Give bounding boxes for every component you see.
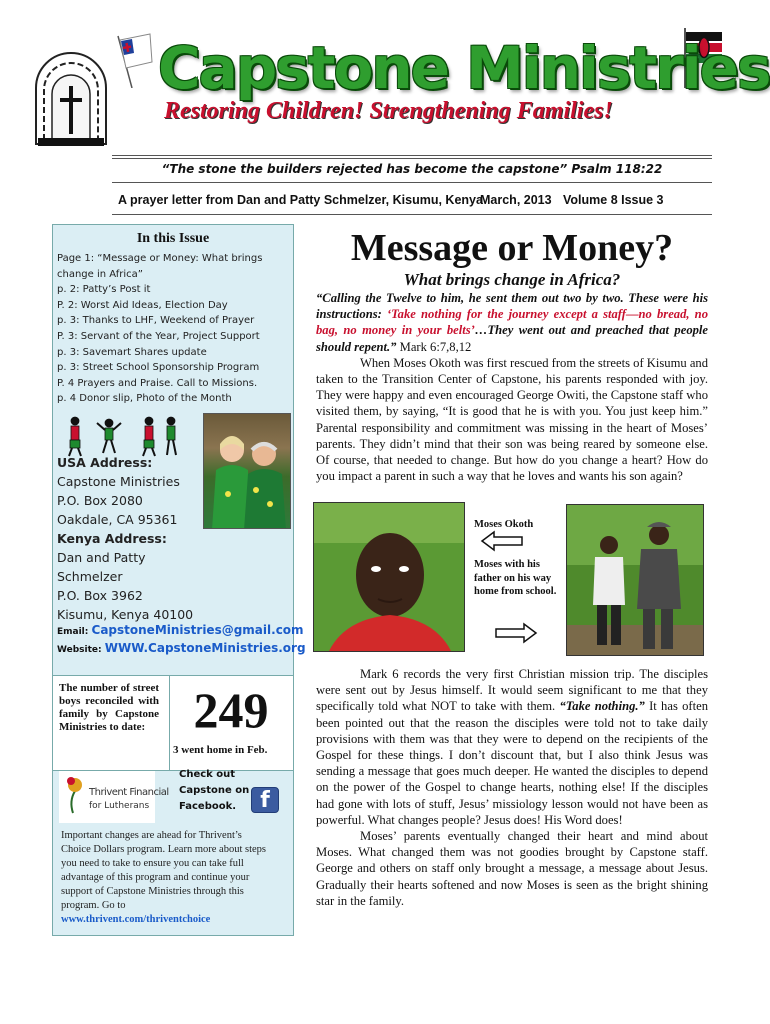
photo-caption-father: Moses with his father on his way home from school. xyxy=(474,559,557,597)
arrow-left-icon xyxy=(480,530,524,552)
quote-reference: Mark 6:7,8,12 xyxy=(396,339,472,354)
moses-okoth-photo xyxy=(313,502,465,652)
quote-part: “Calling the Twelve to him, he sent them out two by two. These were his instructions: xyxy=(316,291,708,322)
email-label: Email: xyxy=(57,627,89,637)
emphasis: “Take nothing.” xyxy=(559,699,645,714)
christian-flag-icon xyxy=(112,32,156,88)
masthead-title: Capstone Ministries xyxy=(158,34,770,102)
article-subtitle: What brings change in Africa? xyxy=(403,270,621,289)
article-title: Message or Money? xyxy=(350,227,674,269)
kenya-address-line: Kisumu, Kenya 40100 xyxy=(57,607,194,622)
kenya-address-line: P.O. Box 3962 xyxy=(57,588,143,603)
thrivent-logo-line2: for Lutherans xyxy=(89,801,150,811)
usa-address-line: P.O. Box 2080 xyxy=(57,493,143,508)
scripture-verse: “The stone the builders rejected has become the capstone” Psalm 118:22 xyxy=(161,162,663,176)
kenya-address-line: Dan and Patty Schmelzer xyxy=(57,550,146,584)
issue-date: March, 2013 xyxy=(480,193,552,207)
toc-item: Page 1: “Message or Money: What brings xyxy=(57,253,263,264)
moses-and-father-photo xyxy=(566,504,704,656)
website-row xyxy=(57,641,306,655)
usa-address-line: Capstone Ministries xyxy=(57,474,180,489)
facebook-callout: Check out Capstone on Facebook. xyxy=(179,769,250,812)
facebook-icon[interactable]: f xyxy=(251,787,279,813)
issue-volume: Volume 8 Issue 3 xyxy=(563,193,664,207)
article-intro xyxy=(316,290,708,484)
thrivent-notice xyxy=(61,829,271,927)
usa-address-heading: USA Address: xyxy=(57,455,153,470)
dancing-children-clipart xyxy=(63,415,183,457)
paragraph: When Moses Okoth was first rescued from the streets of Kisumu and taken to the Transition Center of Capstone, his parents responded with joy. They were happy and even encouraged George Owiti, the Capstone staff who visited them, by saying, “It is good that he is with you. You just keep him.” Parental responsibility and commitment was missing in the heart of Moses’ parents. They didn’t mind that their son was being reared by someone else. Of course, that needed to change. But how do you change a heart? How do you impact a parent in such a way that he loves and wants his son again? xyxy=(316,355,709,484)
paragraph: Moses’ parents eventually changed their heart and mind about Moses. What changed them was not goodies brought by Capstone staff. George and others on staff only brought a message, a message about Jesus. Gradually their hearts softened and now Moses is seen as the bright shining star in the family. xyxy=(316,829,708,908)
email-link[interactable]: CapstoneMinistries@gmail.com xyxy=(91,623,304,637)
thrivent-rose-icon xyxy=(59,771,89,815)
toc-item: p. 3: Savemart Shares update xyxy=(57,346,207,358)
thrivent-link[interactable]: www.thrivent.com/thriventchoice xyxy=(61,914,211,925)
mailing-addresses xyxy=(57,453,207,624)
arrow-right-icon xyxy=(494,622,538,644)
thrivent-logo-line1: Thrivent Financial xyxy=(89,787,169,798)
usa-address-line: Oakdale, CA 95361 xyxy=(57,512,178,527)
toc-item: p. 4 Donor slip, Photo of the Month xyxy=(57,393,232,405)
stat-number: 249 xyxy=(193,682,269,738)
email-row xyxy=(57,623,304,637)
header-rule xyxy=(112,158,712,159)
stat-divider xyxy=(169,676,170,770)
toc-item: p. 3: Street School Sponsorship Program xyxy=(57,362,260,374)
stat-description: The number of street boys reconciled with family by Capstone Ministries to date: xyxy=(59,682,159,733)
thrivent-notice-body: Important changes are ahead for Thrivent’s Choice Dollars program. Learn more about steps you need to take to ensure you can take full advantage of this program and continue your support of Capstone Ministries through this program. Go to xyxy=(61,830,266,911)
capstone-arch-logo xyxy=(30,48,112,148)
paragraph: Mark 6 records the very first Christian mission trip. The disciples were sent out by Jesus himself. It would seem significant to me that they specifically told what NOT to take with them. xyxy=(316,667,708,714)
reconciled-boys-stat xyxy=(53,675,293,771)
toc-item: change in Africa” xyxy=(57,268,143,280)
sidebar-title: In this Issue xyxy=(136,231,210,246)
toc-item: P. 2: Worst Aid Ideas, Election Day xyxy=(57,299,228,311)
paragraph: It has often been pointed out that the reason the disciples were told not to take daily provisions with them was that they were to depend on the recipients of the Gospel for these things. I don’t discount that, but I also think Jesus was sending a message that goes much deeper. He wanted the disciples to depend on the power of the Gospel to change hearts, nothing else! If the disciples had gone with lots of stuff, Jesus’ missiology lesson would not have been as powerful. What changes people? Jesus does! His Word does! xyxy=(316,699,708,827)
quote-part: …They went out and preached that people should repent.” xyxy=(316,323,709,354)
article-body xyxy=(316,666,708,909)
toc-item: P. 3: Servant of the Year, Project Support xyxy=(57,330,260,342)
website-link[interactable]: WWW.CapstoneMinistries.org xyxy=(104,641,306,655)
website-label: Website: xyxy=(57,645,102,655)
quote-highlight: ‘Take nothing for the journey except a staff—no bread, no bag, no money in your belts’ xyxy=(316,307,708,338)
sidebar-panel xyxy=(52,224,306,936)
toc-item: p. 2: Patty’s Post it xyxy=(57,284,151,296)
photo-caption-boy: Moses Okoth xyxy=(474,519,534,530)
prayer-letter-byline: A prayer letter from Dan and Patty Schmelzer, Kisumu, Kenya xyxy=(118,193,483,207)
kenya-address-heading: Kenya Address: xyxy=(57,531,167,546)
schmelzer-couple-photo xyxy=(203,413,291,529)
toc-item: p. 3: Thanks to LHF, Weekend of Prayer xyxy=(57,315,255,327)
masthead-tagline: Restoring Children! Strengthening Families! xyxy=(164,98,613,124)
thrivent-logo xyxy=(59,771,169,823)
stat-note: 3 went home in Feb. xyxy=(173,744,268,756)
header-rule xyxy=(112,214,712,215)
toc-item: P. 4 Prayers and Praise. Call to Missions. xyxy=(57,377,258,389)
header-rule xyxy=(112,182,712,183)
header-rule xyxy=(112,155,712,156)
table-of-contents xyxy=(57,251,289,407)
